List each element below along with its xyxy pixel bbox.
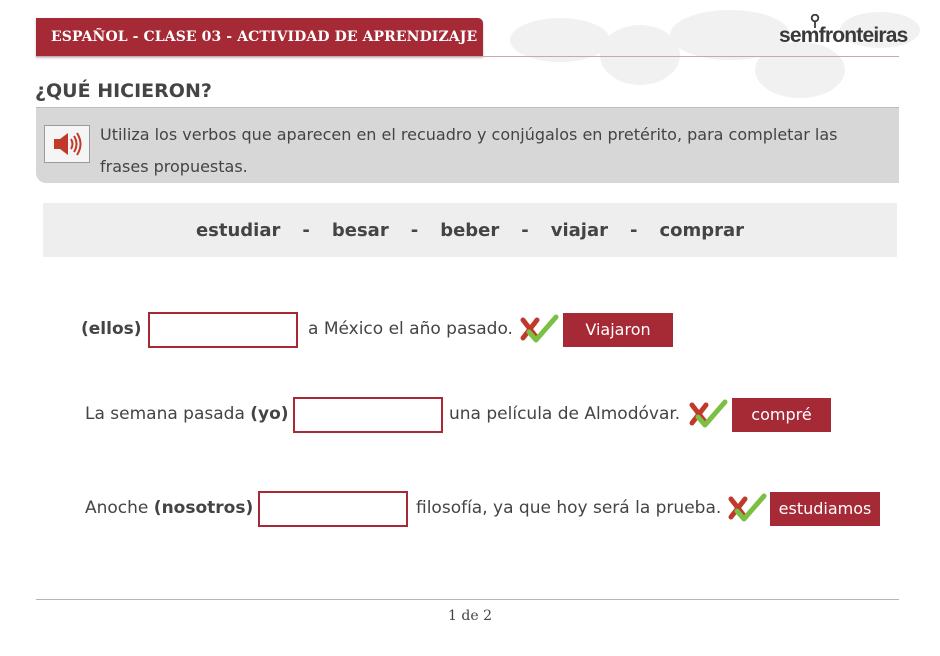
word-separator: -	[302, 219, 310, 241]
word-separator: -	[521, 219, 529, 241]
instructions-panel	[36, 108, 899, 183]
word-separator: -	[410, 219, 419, 241]
header-divider	[36, 56, 899, 57]
word-bank	[43, 203, 897, 257]
answer-button-1[interactable]: Viajaron	[563, 313, 673, 347]
word-bank-item: viajar	[550, 219, 608, 241]
subject-label: (ellos)	[81, 319, 142, 339]
word-bank-item: estudiar	[195, 219, 281, 241]
exercise-row-2	[0, 397, 940, 433]
word-separator: -	[629, 219, 638, 241]
subject-label: (yo)	[250, 404, 289, 424]
answer-input-2[interactable]	[293, 397, 443, 433]
exercise-row-1	[0, 312, 940, 348]
page-indicator: 1 de 2	[448, 608, 492, 624]
section-title: ¿QUÉ HICIERON?	[35, 80, 212, 102]
speaker-icon	[51, 131, 83, 157]
check-answer-icon[interactable]	[688, 397, 728, 431]
logo-text-sem: sem	[779, 24, 819, 47]
sentence-prefix: La semana pasada	[85, 404, 251, 424]
sentence-suffix: una película de Almodóvar.	[449, 404, 681, 424]
word-bank-item: beber	[440, 219, 500, 241]
check-answer-icon[interactable]	[727, 491, 767, 525]
check-answer-icon[interactable]	[519, 312, 559, 346]
answer-input-1[interactable]	[148, 312, 298, 348]
world-map-decoration	[470, 0, 940, 110]
word-bank-item: comprar	[659, 219, 745, 241]
answer-button-2[interactable]: compré	[732, 398, 831, 432]
location-pin-icon	[810, 14, 820, 28]
instructions-text: Utiliza los verbos que aparecen en el recuadro y conjúgalos en pretérito, para completar las frases propuestas.	[100, 125, 838, 176]
subject-label: (nosotros)	[153, 498, 254, 518]
sentence-prefix: Anoche	[85, 498, 154, 518]
exercise-row-3	[0, 491, 940, 527]
header-title: ESPAÑOL - CLASE 03 - ACTIVIDAD DE APRENDIZAJE	[51, 29, 478, 45]
semfronteiras-logo	[779, 22, 908, 52]
logo-text-fronteiras: fronteiras	[818, 24, 908, 47]
audio-button[interactable]	[44, 125, 90, 163]
word-bank-item: besar	[331, 219, 389, 241]
sentence-suffix: a México el año pasado.	[308, 319, 513, 339]
answer-input-3[interactable]	[258, 491, 408, 527]
footer-divider	[36, 599, 899, 600]
sentence-suffix: filosofía, ya que hoy será la prueba.	[416, 498, 722, 518]
header-banner	[36, 18, 483, 57]
answer-button-3[interactable]: estudiamos	[770, 492, 880, 526]
